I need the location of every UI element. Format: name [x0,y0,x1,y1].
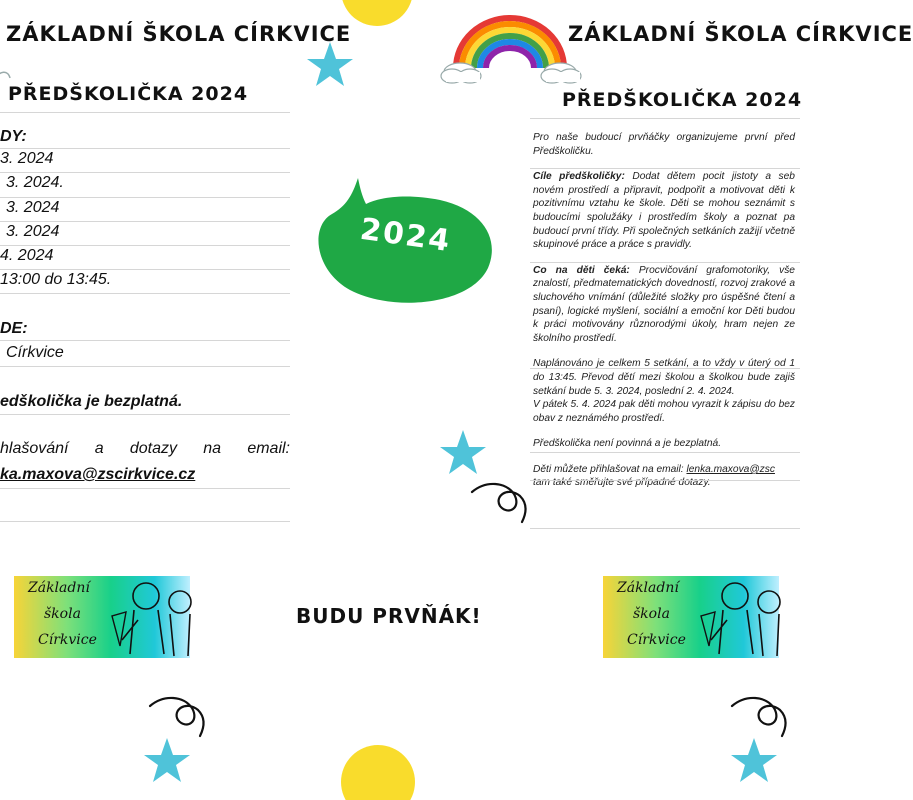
rule-line [0,172,290,173]
squiggle-icon-mid [472,484,526,522]
await-paragraph [533,264,795,346]
star-icon-mid [440,430,486,474]
sun-bottom [341,745,415,800]
contact-paragraph [533,463,795,490]
rule-line [0,340,290,341]
rule-line [0,414,290,415]
dates-heading: DY: [0,128,27,145]
rule-line [530,368,800,369]
date-item-1: 3. 2024 [0,150,54,167]
rule-line [530,480,800,481]
date-item-5: 4. 2024 [0,247,54,264]
logo-line-3: Církvice [627,632,686,648]
contact-email-right[interactable]: lenka.maxova@zsc [686,463,775,475]
logo-line-1: Základní [28,580,90,596]
squiggle-icon-bottom-left [150,698,204,736]
date-item-3: 3. 2024 [6,199,60,216]
contact-text-left: hlašování a dotazy na email: [0,440,290,457]
info-column [533,131,795,502]
rule-line [530,168,800,169]
school-logo-right [603,576,779,658]
schedule-paragraph: Naplánováno je celkem 5 setkání, a to vždy v úterý od 1 do 13:45. Převod dětí mezi školou a školkou bude zajiš setkání bude 5. 3. 2024, poslední 2. 4. 2024. [533,358,795,397]
goals-paragraph [533,170,795,252]
date-item-2: 3. 2024. [6,174,64,191]
enroll-paragraph: V pátek 5. 4. 2024 pak děti mohou vyrazit k zápisu do bez obav z neznámého prostředí. [533,399,795,424]
await-label: Co na děti čeká: [533,264,630,276]
slogan: BUDU PRVŇÁK! [296,604,482,628]
sun-top [341,0,413,26]
school-name-right: ZÁKLADNÍ ŠKOLA CÍRKVICE [568,22,913,46]
rule-line [530,528,800,529]
free-note-left: edškolička je bezplatná. [0,393,183,410]
bubble-year: 2024 [358,211,454,260]
cloud-icon [541,63,581,83]
rule-line [0,245,290,246]
school-name-left: ZÁKLADNÍ ŠKOLA CÍRKVICE [6,22,352,46]
place-heading: DE: [0,320,28,337]
star-icon-bottom-right [731,738,777,782]
rule-line [0,366,290,367]
rule-line [530,262,800,263]
contact-tail: tam také směřujte své případné dotazy. [533,477,711,489]
time-range: 13:00 do 13:45. [0,271,112,288]
date-item-4: 3. 2024 [6,223,60,240]
goals-label: Cíle předškoličky: [533,171,625,183]
star-icon-top [307,42,353,86]
rule-line [0,521,290,522]
program-title-left: PŘEDŠKOLIČKA 2024 [8,83,249,105]
contact-email-left[interactable]: ka.maxova@zscirkvice.cz [0,466,196,483]
goals-text: Dodat dětem pocit jistoty a seb novém prostředí a připravit, podpořit a motivovat děti k pozitivnímu vztahu ke škole. Děti se mohou seznámit s budoucími spolužáky i prostředím školy a poznat pa budoucí první třídy. Při společných setkáních zažijí včetně skupinové práce a práce s pravidly. [533,171,795,251]
place-value: Církvice [6,344,64,361]
contact-text-right: Děti můžete přihlašovat na email: [533,463,684,475]
rainbow-icon [441,18,581,83]
rule-line [0,269,290,270]
cloud-icon-left [0,72,10,80]
rule-line [0,293,290,294]
intro-paragraph: Pro naše budoucí prvňáčky organizujeme první před Předškoličku. [533,132,795,157]
school-logo-left [14,576,190,658]
program-title-right: PŘEDŠKOLIČKA 2024 [562,89,803,111]
await-text: Procvičování grafomotoriky, vše znalostí, předmatematických dovedností, rozvoj zrakové a sluchového vnímání (důležité složky pro úspěšné čtení a psaní), logické myšlení, sociální a emoční kor Děti budou k práci motivovány různorodými úkoly, hram nejen ze školního prostředí. [533,264,795,344]
squiggle-icon-bottom-right [732,698,786,736]
logo-line-3: Církvice [38,632,97,648]
rule-line [0,221,290,222]
logo-line-1: Základní [617,580,679,596]
free-paragraph: Předškolička není povinná a je bezplatná. [533,438,722,450]
rule-line [0,488,290,489]
rule-line [530,118,800,119]
logo-line-2: škola [44,606,81,622]
rule-line [0,148,290,149]
rule-line [530,452,800,453]
rule-line [0,112,290,113]
logo-line-2: škola [633,606,670,622]
rule-line [0,197,290,198]
star-icon-bottom-left [144,738,190,782]
